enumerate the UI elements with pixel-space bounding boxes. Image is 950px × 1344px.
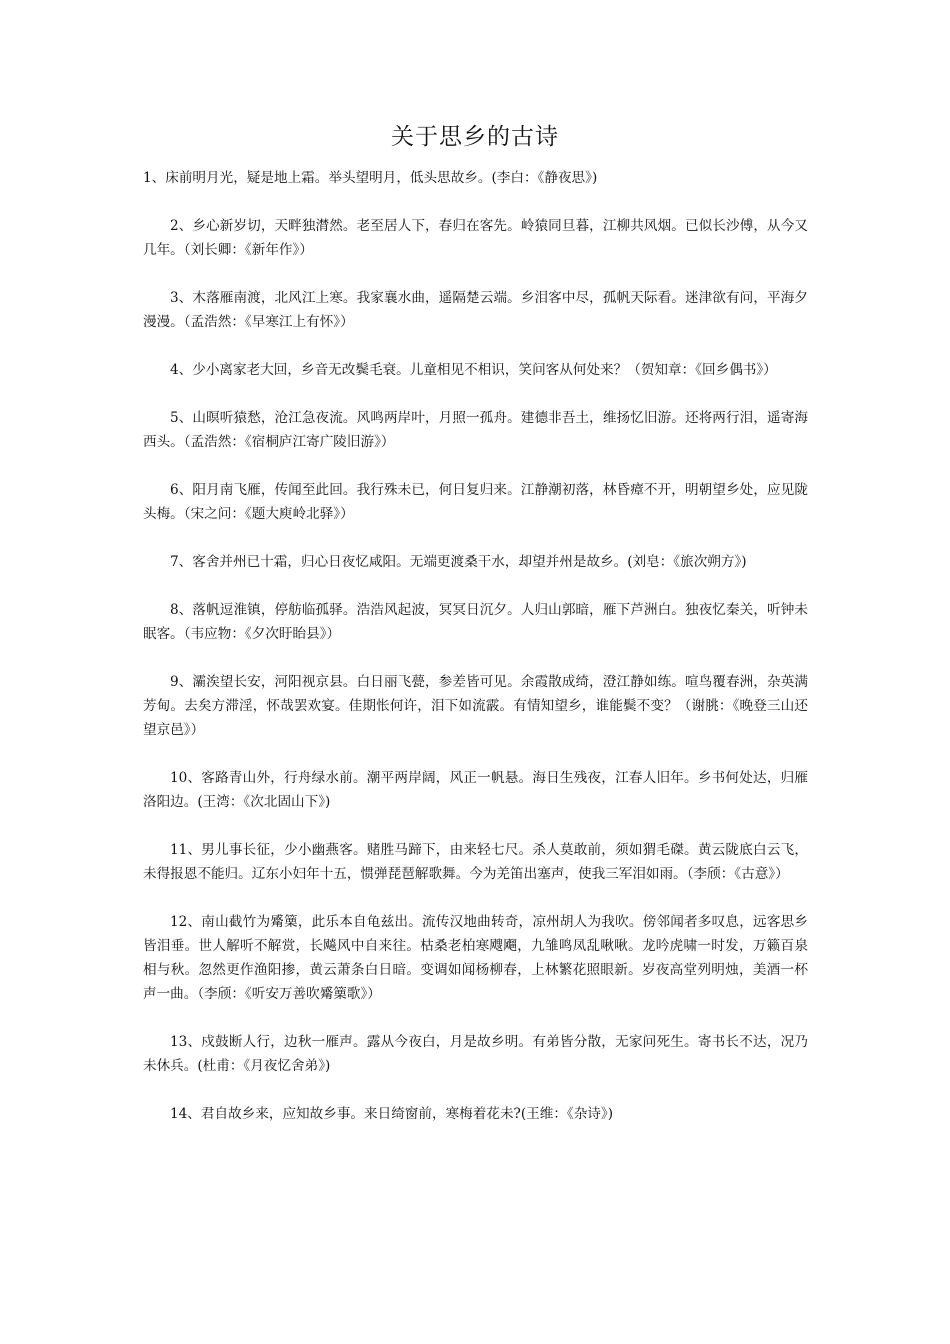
poem-paragraph-10: 10、客路青山外，行舟绿水前。潮平两岸阔，风正一帆悬。海日生残夜，江春人旧年。乡书何处达，归雁洛阳边。(王湾：《次北固山下》) [143,770,808,810]
poem-paragraph-2: 2、乡心新岁切，天畔独潸然。老至居人下，春归在客先。岭猿同旦暮，江柳共风烟。已似长沙傅，从今又几年。（刘长卿：《新年作》） [143,218,808,258]
poem-paragraph-8: 8、落帆逗淮镇，停舫临孤驿。浩浩风起波，冥冥日沉夕。人归山郭暗，雁下芦洲白。独夜忆秦关，听钟未眠客。（韦应物：《夕次盱眙县》） [143,602,808,642]
poem-paragraph-6: 6、阳月南飞雁，传闻至此回。我行殊未已，何日复归来。江静潮初落，林昏瘴不开，明朝望乡处，应见陇头梅。（宋之问：《题大庾岭北驿》） [143,482,808,522]
poem-paragraph-14: 14、君自故乡来，应知故乡事。来日绮窗前，寒梅着花未?(王维：《杂诗》) [170,1106,613,1122]
document-title: 关于思乡的古诗 [391,124,559,150]
poem-paragraph-12: 12、南山截竹为觱篥，此乐本自龟兹出。流传汉地曲转奇，凉州胡人为我吹。傍邻闻者多叹息，远客思乡皆泪垂。世人解听不解赏，长飚风中自来往。枯桑老柏寒飕飗，九雏鸣凤乱啾啾。龙吟虎啸一时发，万籁百泉相与秋。忽然更作渔阳掺，黄云萧条白日暗。变调如闻杨柳春，上林繁花照眼新。岁夜高堂列明烛，美酒一杯声一曲。（李颀：《听安万善吹觱篥歌》） [143,914,808,1002]
poem-paragraph-3: 3、木落雁南渡，北风江上寒。我家襄水曲，遥隔楚云端。乡泪客中尽，孤帆天际看。迷津欲有问，平海夕漫漫。（孟浩然：《早寒江上有怀》） [143,290,808,330]
poem-paragraph-9: 9、灞涘望长安，河阳视京县。白日丽飞甍，参差皆可见。余霞散成绮，澄江静如练。喧鸟覆春洲，杂英满芳甸。去矣方滞淫，怀哉罢欢宴。佳期怅何许，泪下如流霰。有情知望乡，谁能鬓不变？（谢朓：《晚登三山还望京邑》） [143,674,808,738]
poem-paragraph-1: 1、床前明月光，疑是地上霜。举头望明月，低头思故乡。(李白：《静夜思》) [143,170,598,186]
poem-paragraph-7: 7、客舍并州已十霜，归心日夜忆咸阳。无端更渡桑干水，却望并州是故乡。(刘皂：《旅次朔方》) [170,554,747,570]
poem-list [143,166,808,1150]
poem-paragraph-13: 13、戍鼓断人行，边秋一雁声。露从今夜白，月是故乡明。有弟皆分散，无家问死生。寄书长不达，况乃未休兵。(杜甫：《月夜忆舍弟》) [143,1034,808,1074]
poem-paragraph-4: 4、少小离家老大回，乡音无改鬓毛衰。儿童相见不相识，笑问客从何处来？（贺知章：《回乡偶书》） [170,362,777,378]
poem-paragraph-5: 5、山暝听猿愁，沧江急夜流。风鸣两岸叶，月照一孤舟。建德非吾土，维扬忆旧游。还将两行泪，遥寄海西头。（孟浩然：《宿桐庐江寄广陵旧游》） [143,410,808,450]
poem-paragraph-11: 11、男儿事长征，少小幽燕客。赌胜马蹄下，由来轻七尺。杀人莫敢前，须如猬毛磔。黄云陇底白云飞，未得报恩不能归。辽东小妇年十五，惯弹琵琶解歌舞。今为羌笛出塞声，使我三军泪如雨。（李颀：《古意》） [143,842,808,882]
